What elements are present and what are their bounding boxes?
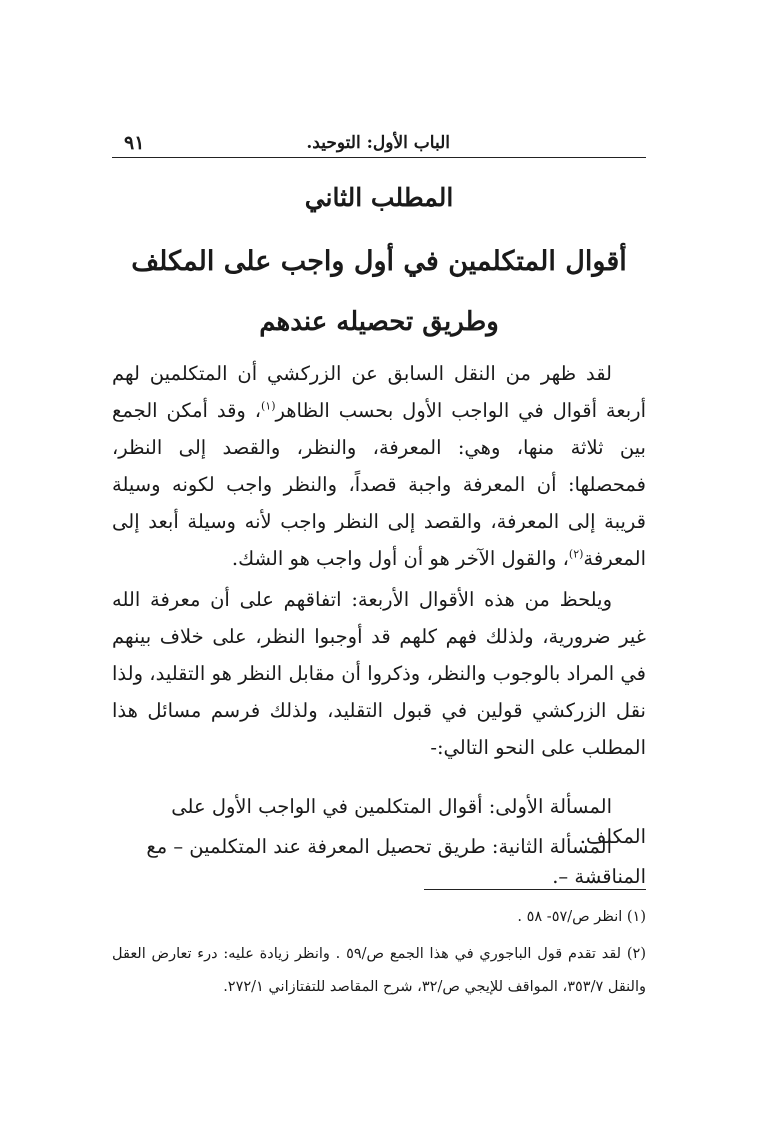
body-text — [112, 355, 646, 766]
footnote-rule — [424, 889, 646, 890]
footnote-ref-2[interactable]: (٢) — [568, 547, 584, 561]
page-number: ٩١ — [124, 132, 145, 154]
paragraph-2: ويلحظ من هذه الأقوال الأربعة: اتفاقهم على أن معرفة الله غير ضرورية، ولذلك فهم كلهم قد أوجبوا النظر، على خلاف بينهم في المراد بالوجوب والنظر، وذكروا أن مقابل النظر هو التقليد، ولذا نقل الزركشي قولين في قبول التقليد، ولذلك فرسم مسائل هذا المطلب على النحو التالي:- — [112, 588, 646, 759]
running-header — [112, 132, 646, 158]
footnote-2: (٢) لقد تقدم قول الباجوري في هذا الجمع ص/٥٩ . وانظر زيادة عليه: درء تعارض العقل والنقل ٣٥٣/٧، المواقف للإيجي ص/٣٢، شرح المقاصد للتفتازاني ٢٧٢/١. — [112, 946, 646, 995]
chapter-title: الباب الأول: التوحيد. — [306, 133, 450, 153]
footnote-ref-1[interactable]: (١) — [261, 399, 276, 413]
footnote-1: (١) انظر ص/٥٧- ٥٨ . — [517, 909, 646, 925]
paragraph-1 — [112, 355, 646, 577]
section-title: أقوال المتكلمين في أول واجب على المكلف — [131, 246, 627, 277]
header-rule — [112, 157, 646, 158]
section-heading: المطلب الثاني — [304, 183, 454, 212]
issue-1: المسألة الأولى: أقوال المتكلمين في الواجب الأول على المكلف. — [171, 795, 646, 848]
paragraph-1-text-c: ، والقول الآخر هو أن أول واجب هو الشك. — [231, 547, 569, 570]
paragraph-1-text-b: ، وقد أمكن الجمع بين ثلاثة منها، وهي: المعرفة، والنظر، والقصد إلى النظر، فمحصلها: أن المعرفة واجبة قصداً، والنظر واجب لكونه وسيلة قريبة إلى المعرفة، والقصد إلى النظر واجب لأنه وسيلة أبعد إلى المعرفة — [112, 399, 646, 570]
section-subtitle: وطريق تحصيله عندهم — [259, 307, 499, 337]
paragraph-1-text-a: لقد ظهر من النقل السابق عن الزركشي أن المتكلمين لهم أربعة أقوال في الواجب الأول بحسب الظاهر — [112, 362, 646, 422]
issue-2: المسألة الثانية: طريق تحصيل المعرفة عند المتكلمين – مع المناقشة –. — [146, 835, 646, 888]
footnotes — [112, 901, 646, 1004]
